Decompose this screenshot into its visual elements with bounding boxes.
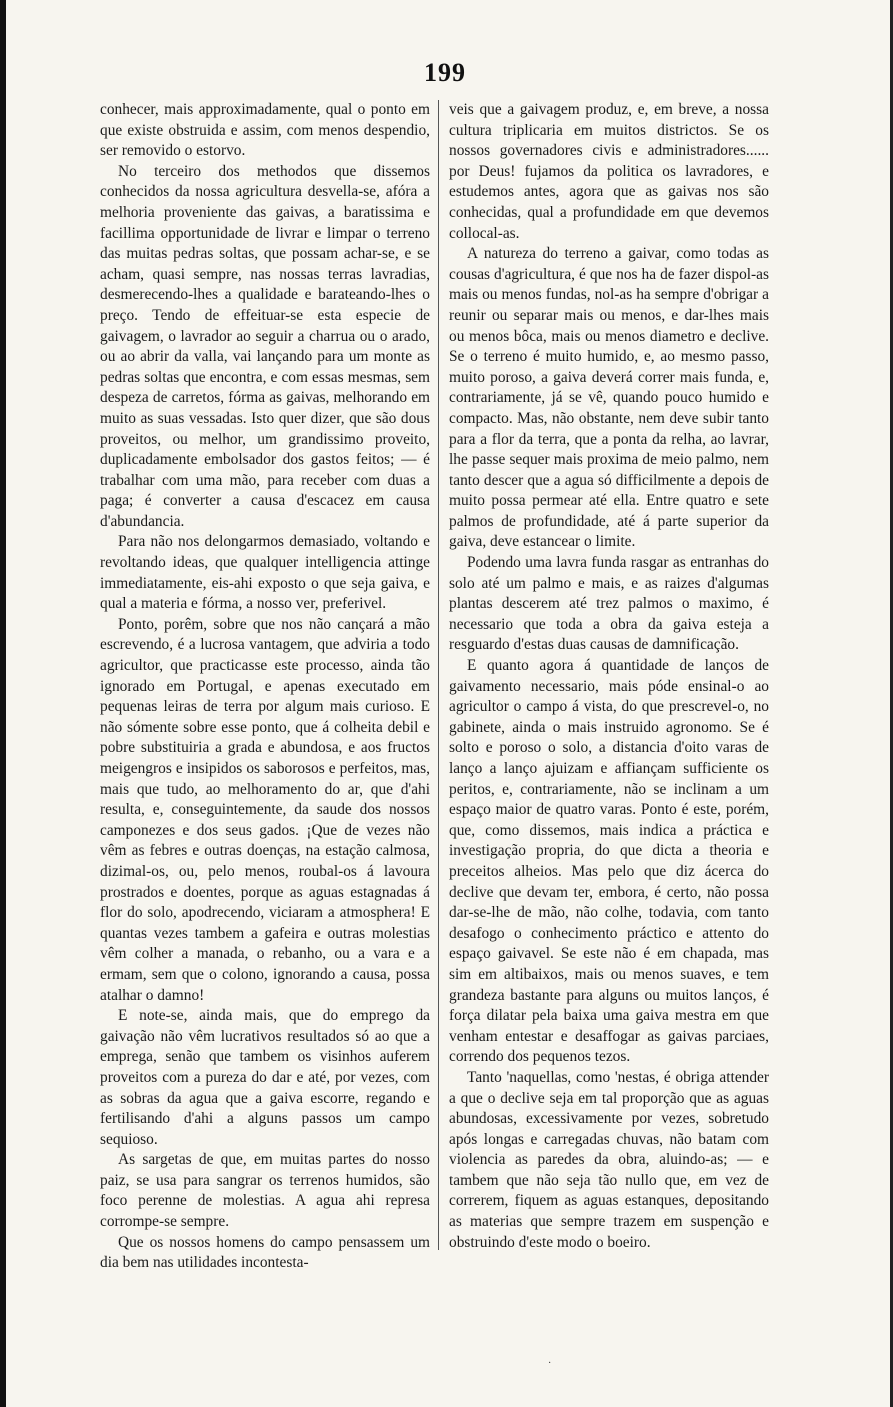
paragraph: As sargetas de que, em muitas partes do nosso paiz, se usa para sangrar os terrenos humidos, são foco perenne de molestias. A agua ahi represa corrompe-se sempre.: [100, 1151, 430, 1231]
paragraph: conhecer, mais approximadamente, qual o ponto em que existe obstruida e assim, com menos despendio, ser removido o estorvo.: [100, 101, 430, 160]
bottom-mark: ·: [548, 1358, 552, 1369]
right-column: [449, 100, 769, 1253]
scan-edge-left: [0, 0, 6, 1407]
paragraph: Tanto 'naquellas, como 'nestas, é obriga attender a que o declive seja em tal proporção que as aguas abundosas, excessivamente por vezes, sobretudo após longas e carregadas chuvas, não batam com violencia as paredes da obra, aluindo-as; — e tambem que não seja tão nullo que, em vez de correrem, fiquem as aguas estanques, depositando as materias que sempre trazem em suspenção e obstruindo d'este modo o boeiro.: [449, 1068, 769, 1251]
paragraph: Para não nos delongarmos demasiado, voltando e revoltando ideas, que qualquer intelligencia attinge immediatamente, eis-ahi exposto o que seja gaiva, e qual a materia e fórma, a nosso ver, preferivel.: [100, 533, 430, 613]
column-divider: [438, 100, 439, 1250]
left-column: [100, 100, 430, 1274]
paragraph: E note-se, ainda mais, que do emprego da gaivação não vêm lucrativos resultados só ao que a emprega, senão que tambem os visinhos auferem proveitos com a pureza do dar e até, por vezes, com as sobras da agua que a gaiva escorre, regando e fertilisando d'ahi a alguns passos um campo sequioso.: [100, 1007, 430, 1148]
paragraph: Podendo uma lavra funda rasgar as entranhas do solo até um palmo e mais, e as raizes d'algumas plantas descerem até trez palmos o maximo, é necessario que toda a obra da gaiva esteja a resguardo d'estas duas causas de damnificação.: [449, 554, 769, 654]
paragraph: E quanto agora á quantidade de lanços de gaivamento necessario, mais póde ensinal-o ao agricultor o campo á vista, do que prescrevel-o, no gabinete, ainda o mais instruido agronomo. Se é solto e poroso o solo, a distancia d'oito varas de lanço a lanço ajuizam e affiançam sufficiente os peritos, e, contrariamente, não se inclinam a um espaço maior de quatro varas. Ponto é este, porém, que, como dissemos, mais indica a práctica e investigação propria, do que dicta a theoria e preceitos alheios. Mas pelo que diz ácerca do declive que devam ter, embora, é certo, não possa dar-se-lhe de mão, não colhe, todavia, com tanto desafogo o conhecimento práctico e attento do espaço gaivavel. Se este não é em chapada, mas sim em altibaixos, mais ou menos suaves, e tem grandeza bastante para alguns ou muitos lanços, é força dilatar pela baixa uma gaiva mestra em que venham entestar e desaffogar as gaivas parciaes, correndo dos pequenos tezos.: [449, 657, 769, 1066]
paragraph: A natureza do terreno a gaivar, como todas as cousas d'agricultura, é que nos ha de fazer dispol-as mais ou menos fundas, nol-as ha sempre d'obrigar a reunir ou separar mais ou menos, e dar-lhes mais ou menos bôca, mais ou menos diametro e declive. Se o terreno é muito humido, e, ao mesmo passo, muito poroso, a gaiva deverá correr mais funda, e, contrariamente, já se vê, quando pouco humido e compacto. Mas, não obstante, nem deve subir tanto para a flor da terra, que a ponta da relha, ao lavrar, lhe passe sequer mais proxima de meio palmo, nem tanto descer que a agua só difficilmente a depois de muito possa permear até ella. Entre quatro e sete palmos de profundidade, até á parte superior da gaiva, deve estancear o limite.: [449, 245, 769, 551]
paragraph: veis que a gaivagem produz, e, em breve, a nossa cultura triplicaria em muitos districtos. Se os nossos governadores civis e administradores...... por Deus! fujamos da politica os lavradores, e estudemos antes, agora que as gaivas nos são conhecidas, qual a profundidade em que devemos collocal-as.: [449, 101, 769, 242]
paragraph: No terceiro dos methodos que dissemos conhecidos da nossa agricultura desvella-se, afóra a melhoria proveniente das gaivas, a baratissima e facillima opportunidade de livrar e limpar o terreno das muitas pedras soltas, que possam achar-se, e se acham, quasi sempre, nas nossas terras lavradias, desmerecendo-lhes a qualidade e barateando-lhes o preço. Tendo de effeituar-se esta especie de gaivagem, o lavrador ao seguir a charrua ou o arado, ou ao abrir da valla, vai lançando para um monte as pedras soltas que encontra, e com essas mesmas, sem despeza de carretos, fórma as gaivas, melhorando em muito as suas vessadas. Isto quer dizer, que são dous proveitos, ou melhor, um grandissimo proveito, duplicadamente embolsador dos gastos feitos; — é trabalhar com uma mão, para receber com duas a paga; é converter a causa d'escacez em causa d'abundancia.: [100, 162, 430, 530]
page-number: 199: [424, 58, 466, 87]
paragraph: Que os nossos homens do campo pensassem um dia bem nas utilidades incontesta-: [100, 1233, 430, 1272]
paragraph: Ponto, porêm, sobre que nos não cançará a mão escrevendo, é a lucrosa vantagem, que adviria a todo agricultor, que practicasse este processo, ainda tão ignorado em Portugal, e apenas executado em pequenas leiras de terra por algum mais curioso. E não sómente sobre esse ponto, que á colheita debil e pobre substituiria a grada e abundosa, e aos fructos meigengros e insipidos os saborosos e perfeitos, mas, mais que tudo, ao melhoramento do ar, que d'ahi resulta, e, conseguintemente, da saude dos nossos camponezes e dos seus gados. ¡Que de vezes não vêm as febres e outras doenças, na estação calmosa, dizimal-os, ou, pelo menos, roubal-os á lavoura prostrados e doentes, porque as aguas estagnadas á flor do solo, apodrecendo, viciaram a atmosphera! E quantas vezes tambem a gafeira e outras molestias vêm colher a manada, o rebanho, ou a vara e a ermam, sem que o colono, ignorando a causa, possa atalhar o damno!: [100, 615, 430, 1004]
